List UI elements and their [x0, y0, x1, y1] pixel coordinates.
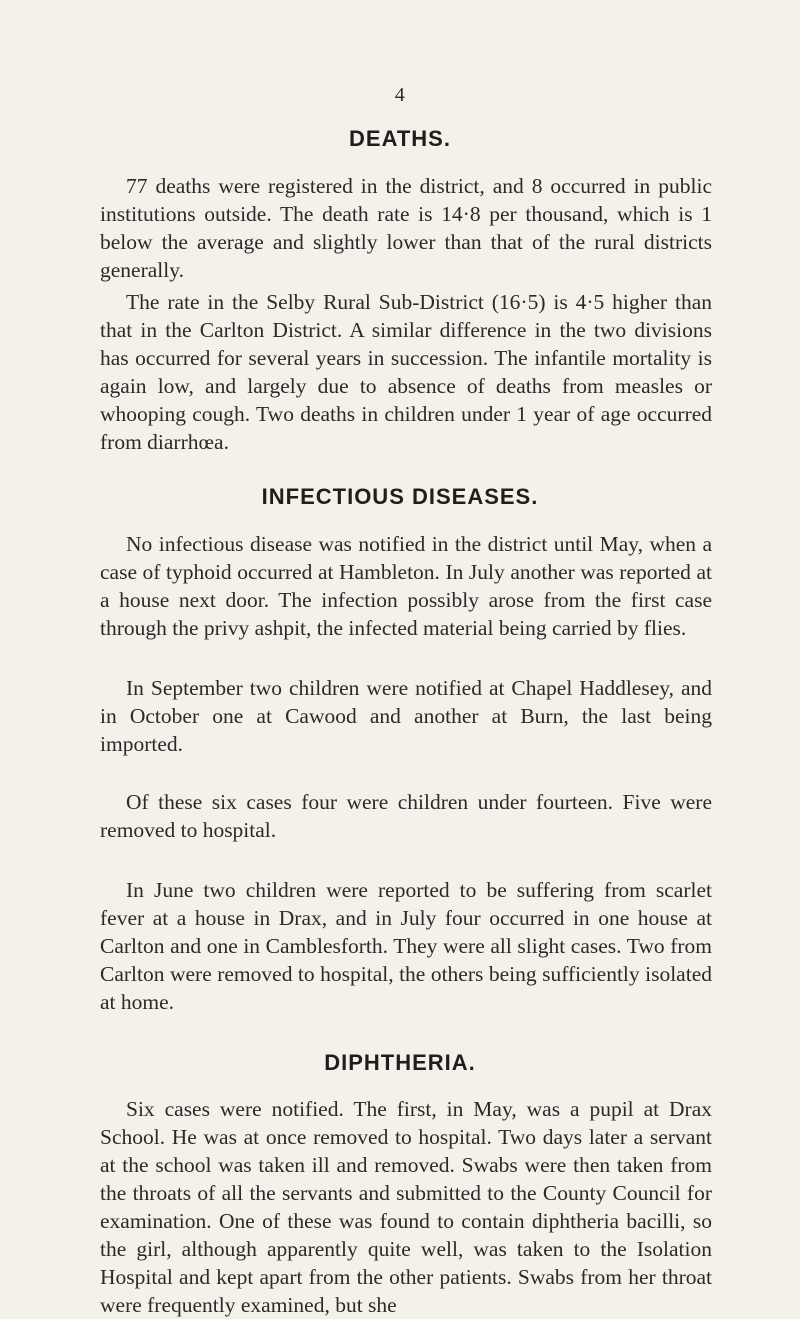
infectious-paragraph-4: In June two children were reported to be suffering from scarlet fever at a house in Drax, and in July four occurred in one house at Carlton and one in Camblesforth. They were all slight cases. Two from Carlton were removed to hospital, the others being sufficiently isolated at home. — [100, 878, 712, 1014]
deaths-heading: DEATHS. — [349, 126, 451, 151]
infectious-paragraph-2: In September two children were notified at Chapel Haddlesey, and in October one at Cawood and another at Burn, the last being imported. — [100, 676, 712, 756]
infectious-paragraph-3: Of these six cases four were children under fourteen. Five were removed to hospital. — [100, 790, 712, 842]
page-number: 4 — [394, 84, 406, 106]
infectious-paragraph-1: No infectious disease was notified in the district until May, when a case of typhoid occurred at Hambleton. In July another was reported at a house next door. The infection possibly arose from the first case through the privy ashpit, the infected material being carried by flies. — [100, 532, 712, 640]
infectious-diseases-heading: INFECTIOUS DISEASES. — [261, 484, 539, 509]
diphtheria-heading: DIPHTHERIA. — [324, 1050, 476, 1075]
deaths-paragraph-1: 77 deaths were registered in the district, and 8 occurred in public institutions outside. The death rate is 14·8 per thousand, which is 1 below the average and slightly lower than that of the rural districts generally. — [100, 174, 712, 282]
deaths-paragraph-2: The rate in the Selby Rural Sub-District (16·5) is 4·5 higher than that in the Carlton District. A similar difference in the two divisions has occurred for several years in succession. The infantile mortality is again low, and largely due to absence of deaths from measles or whooping cough. Two deaths in children under 1 year of age occurred from diarrhœa. — [100, 290, 712, 454]
diphtheria-paragraph-1: Six cases were notified. The first, in May, was a pupil at Drax School. He was at once removed to hospital. Two days later a servant at the school was taken ill and removed. Swabs were then taken from the throats of all the servants and submitted to the County Council for examination. One of these was found to contain diphtheria bacilli, so the girl, although apparently quite well, was taken to the Isolation Hospital and kept apart from the other patients. Swabs from her throat were frequently examined, but she — [100, 1097, 712, 1317]
